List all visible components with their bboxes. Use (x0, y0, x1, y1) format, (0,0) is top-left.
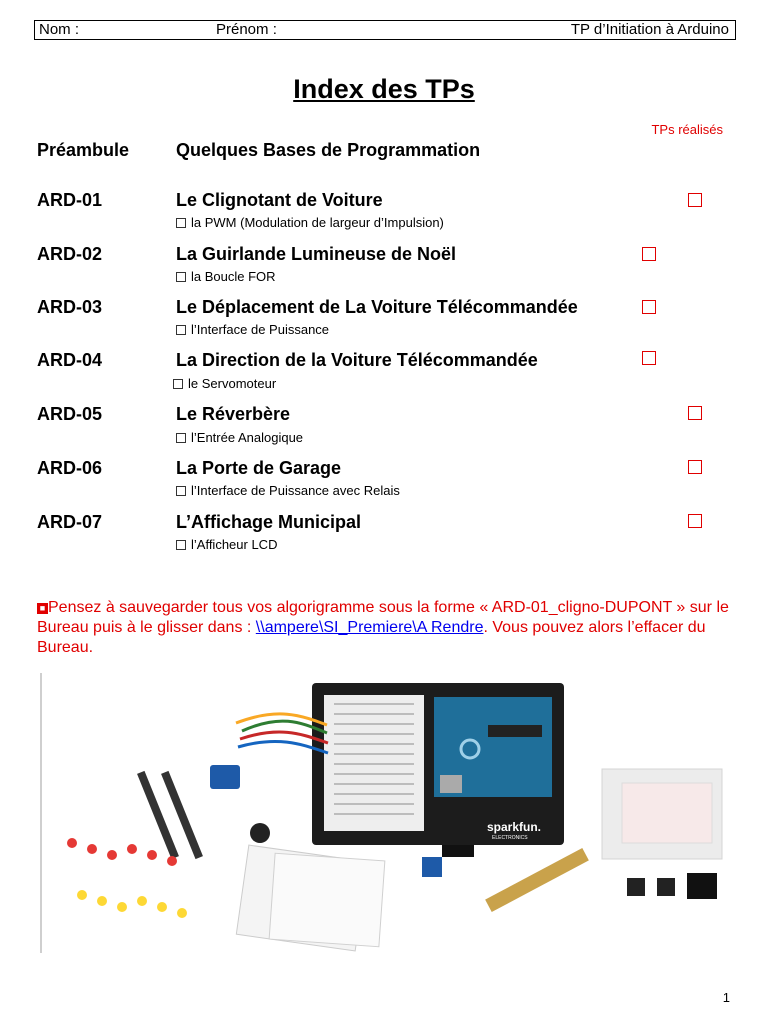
tp-code: ARD-04 (37, 350, 103, 370)
tp-subtitle-text: le Servomoteur (188, 376, 277, 391)
tp-subtitle-text: la PWM (Modulation de largeur d’Impulsion) (191, 215, 444, 230)
tp-code: ARD-07 (37, 512, 103, 532)
header-prenom: Prénom : (216, 21, 277, 38)
tp-subtitle (176, 269, 276, 284)
preamble-title: Quelques Bases de Programmation (176, 140, 481, 160)
bullet-box-icon (176, 218, 186, 228)
done-checkbox[interactable] (642, 351, 656, 365)
done-checkbox[interactable] (688, 406, 702, 420)
tp-subtitle-text: l’Interface de Puissance (191, 322, 330, 337)
done-checkbox[interactable] (642, 300, 656, 314)
tp-subtitle (173, 376, 276, 391)
pushpin-icon: ■ (37, 603, 48, 614)
save-instructions-note (37, 598, 737, 658)
tp-subtitle-text: l’Interface de Puissance avec Relais (191, 483, 400, 498)
bullet-box-icon (176, 486, 186, 496)
header-nom: Nom : (39, 21, 80, 38)
bullet-box-icon (173, 379, 183, 389)
preamble-code: Préambule (37, 140, 130, 160)
done-checkbox[interactable] (688, 460, 702, 474)
bullet-box-icon (176, 540, 186, 550)
header-box (34, 20, 736, 40)
tp-subtitle-text: la Boucle FOR (191, 269, 276, 284)
tp-code: ARD-01 (37, 190, 103, 210)
tp-title: La Porte de Garage (176, 458, 342, 478)
tp-title: Le Clignotant de Voiture (176, 190, 383, 210)
sparkfun-logo: sparkfun. (487, 820, 542, 834)
arduino-kit-photo (40, 673, 738, 953)
page-number: 1 (722, 990, 730, 1005)
tp-subtitle (176, 430, 303, 445)
bullet-box-icon (176, 325, 186, 335)
note-text-after: . Vous pouvez alors l’effacer du Bureau. (37, 619, 706, 656)
tp-subtitle (176, 215, 444, 230)
bullet-box-icon (176, 272, 186, 282)
page-title: Index des TPs (293, 74, 475, 104)
tp-subtitle (176, 322, 329, 337)
tp-title: Le Réverbère (176, 404, 291, 424)
done-checkbox[interactable] (688, 193, 702, 207)
note-text-before: Pensez à sauvegarder tous vos algorigramme sous la forme « ARD-01_cligno-DUPONT » sur le Bureau puis à le glisser dans : (37, 599, 729, 636)
tp-subtitle (176, 537, 277, 552)
done-checkbox[interactable] (642, 247, 656, 261)
header-tp-title: TP d’Initiation à Arduino (570, 21, 729, 38)
tp-code: ARD-03 (37, 297, 103, 317)
tp-title: La Guirlande Lumineuse de Noël (176, 244, 457, 264)
tp-subtitle (176, 483, 400, 498)
tp-subtitle-text: l’Afficheur LCD (191, 537, 278, 552)
tp-title: La Direction de la Voiture Télécommandée (176, 350, 538, 370)
done-column-label: TPs réalisés (651, 122, 723, 137)
bullet-box-icon (176, 433, 186, 443)
tp-subtitle-text: l’Entrée Analogique (191, 430, 304, 445)
network-share-link[interactable]: \\ampere\SI_Premiere\A Rendre (255, 619, 484, 636)
done-checkbox[interactable] (688, 514, 702, 528)
tp-code: ARD-06 (37, 458, 103, 478)
tp-title: Le Déplacement de La Voiture Télécommandée (176, 297, 578, 317)
tp-title: L’Affichage Municipal (176, 512, 362, 532)
sparkfun-logo-sub: ELECTRONICS (492, 835, 528, 841)
tp-code: ARD-02 (37, 244, 103, 264)
tp-code: ARD-05 (37, 404, 103, 424)
